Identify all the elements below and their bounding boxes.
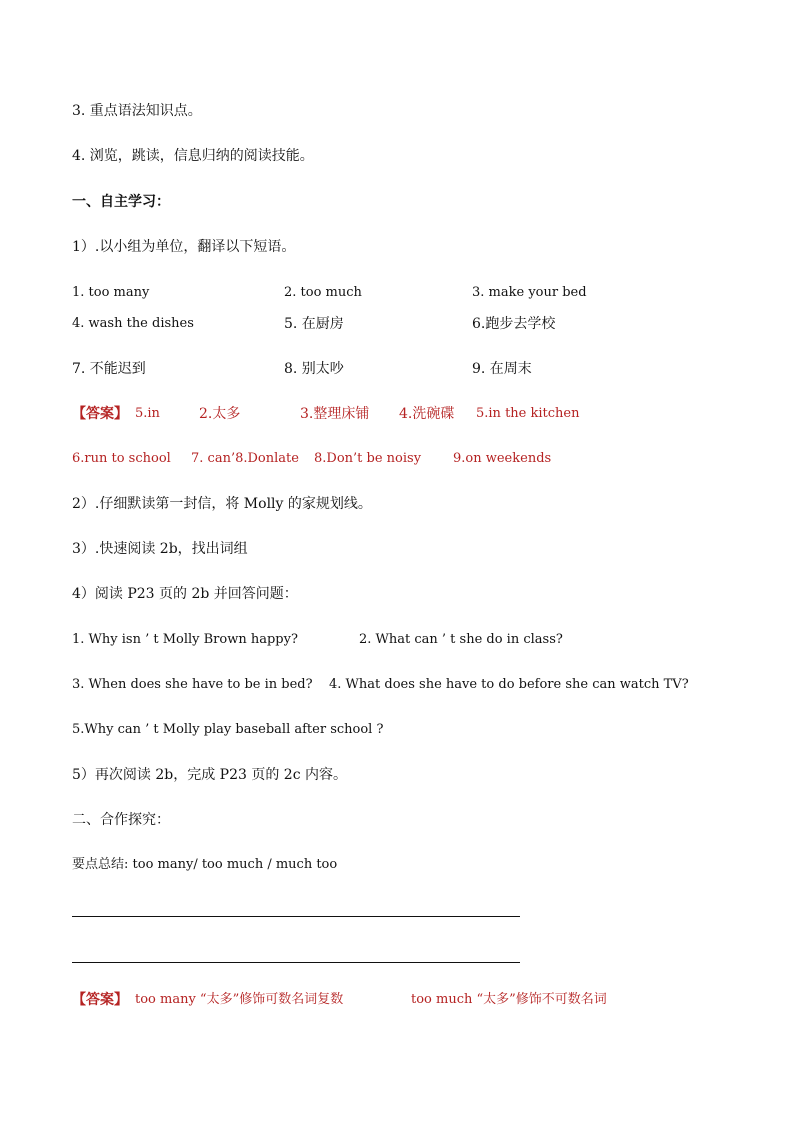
blank-rule-2 [72, 962, 520, 963]
answer-tag: 【答案】 [72, 406, 128, 422]
task-1: 1）.以小组为单位，翻译以下短语。 [72, 239, 296, 255]
phrase-cell: 8. 别太吵 [284, 361, 344, 377]
answer-item: too many “太多”修饰可数名词复数 [135, 992, 344, 1007]
answer-item: too much “太多”修饰不可数名词 [411, 992, 607, 1007]
phrase-cell: 2. too much [284, 285, 362, 300]
answer-item: 3.整理床铺 [300, 406, 370, 422]
answer-item: 6.run to school [72, 451, 171, 466]
answer-item: 5.in [135, 406, 160, 421]
phrase-cell: 3. make your bed [472, 285, 587, 300]
question-3: 3. When does she have to be in bed? [72, 677, 313, 692]
answer-item: 2.太多 [199, 406, 241, 422]
answer-tag: 【答案】 [72, 992, 128, 1008]
objective-4: 4. 浏览，跳读，信息归纳的阅读技能。 [72, 148, 314, 164]
phrase-cell: 1. too many [72, 285, 150, 300]
question-5: 5.Why can ’ t Molly play baseball after school ? [72, 722, 384, 737]
answer-item: 7. can’8.Donlate [191, 451, 299, 466]
question-4: 4. What does she have to do before she can watch TV? [329, 677, 689, 692]
answer-item: 9.on weekends [453, 451, 552, 466]
task-4: 4）阅读 P23 页的 2b 并回答问题： [72, 586, 298, 602]
phrase-cell: 4. wash the dishes [72, 316, 194, 331]
question-1: 1. Why isn ’ t Molly Brown happy? [72, 632, 298, 647]
phrase-cell: 5. 在厨房 [284, 316, 344, 332]
answer-item: 5.in the kitchen [476, 406, 580, 421]
task-3: 3）.快速阅读 2b，找出词组 [72, 541, 248, 557]
phrase-cell: 9. 在周末 [472, 361, 532, 377]
phrase-cell: 6.跑步去学校 [472, 316, 556, 332]
answer-item: 4.洗碗碟 [399, 406, 455, 422]
blank-rule-1 [72, 916, 520, 917]
phrase-cell: 7. 不能迟到 [72, 361, 146, 377]
section2-heading: 二、合作探究： [72, 812, 170, 828]
answer-item: 8.Don’t be noisy [314, 451, 422, 466]
objective-3: 3. 重点语法知识点。 [72, 103, 202, 119]
task-2: 2）.仔细默读第一封信，将 Molly 的家规划线。 [72, 496, 372, 512]
task-5: 5）再次阅读 2b，完成 P23 页的 2c 内容。 [72, 767, 348, 783]
summary-line: 要点总结: too many/ too much / much too [72, 857, 338, 872]
question-2: 2. What can ’ t she do in class? [359, 632, 563, 647]
section1-heading: 一、自主学习： [72, 194, 170, 210]
